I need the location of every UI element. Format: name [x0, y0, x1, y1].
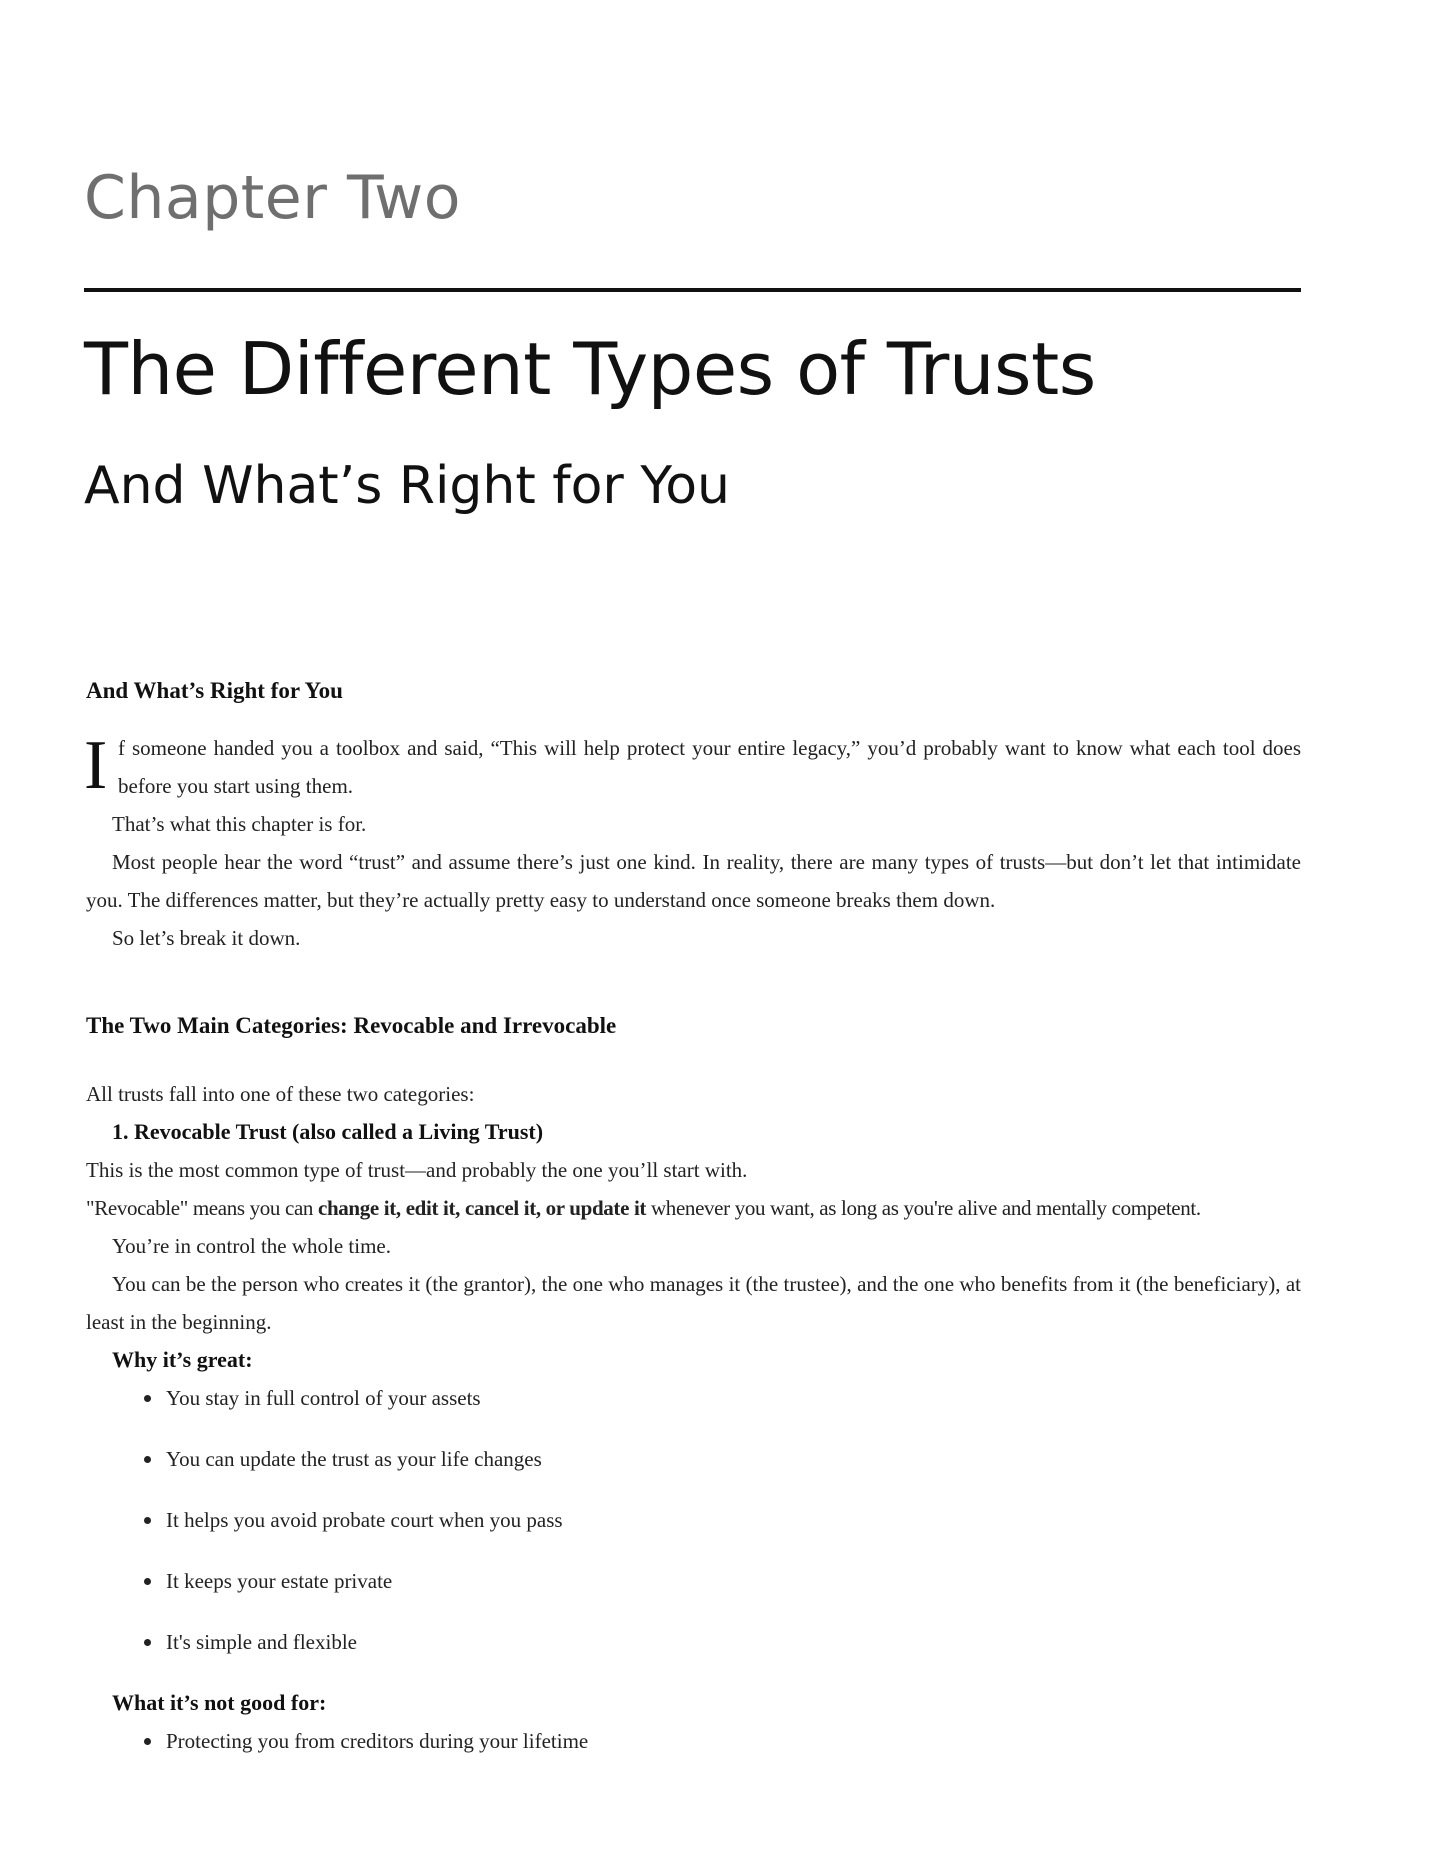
intro-paragraph-dropcap: [86, 729, 1301, 805]
list-item: [142, 1379, 1301, 1417]
not-good-list: [86, 1722, 1301, 1760]
bullet-icon: [144, 1517, 151, 1524]
list-item: [142, 1501, 1301, 1539]
intro-paragraph-1: f someone handed you a toolbox and said, “This will help protect your entire legacy,” you’d probably want to know what each tool does before you start using them.: [118, 736, 1301, 798]
list-item-text: You stay in full control of your assets: [166, 1386, 481, 1410]
why-great-heading: Why it’s great:: [112, 1347, 253, 1372]
list-item-text: Protecting you from creditors during your lifetime: [166, 1729, 589, 1753]
revocable-p2-text-start: "Revocable" means you can: [86, 1196, 318, 1220]
intro-paragraph-2: That’s what this chapter is for.: [112, 812, 367, 836]
list-item-text: It keeps your estate private: [166, 1569, 393, 1593]
revocable-paragraph-3: You’re in control the whole time.: [112, 1234, 391, 1258]
revocable-paragraph-1: This is the most common type of trust—and probably the one you’ll start with.: [86, 1158, 748, 1182]
why-great-list: [86, 1379, 1301, 1661]
bullet-icon: [144, 1395, 151, 1402]
list-item: [142, 1623, 1301, 1661]
list-item-text: You can update the trust as your life changes: [166, 1447, 542, 1471]
intro-paragraph-4: So let’s break it down.: [112, 926, 301, 950]
categories-heading: The Two Main Categories: Revocable and Irrevocable: [86, 1013, 617, 1038]
revocable-paragraph-4: You can be the person who creates it (the grantor), the one who manages it (the trustee), and the one who benefits from it (the beneficiary), at least in the beginning.: [86, 1272, 1301, 1334]
bullet-icon: [144, 1738, 151, 1745]
revocable-trust-heading: 1. Revocable Trust (also called a Living Trust): [112, 1119, 544, 1144]
bullet-icon: [144, 1456, 151, 1463]
categories-lead: All trusts fall into one of these two categories:: [86, 1082, 475, 1106]
chapter-subtitle: And What’s Right for You: [84, 456, 730, 516]
list-item: [142, 1722, 1301, 1760]
bullet-icon: [144, 1639, 151, 1646]
bullet-icon: [144, 1578, 151, 1585]
chapter-label: Chapter Two: [84, 163, 461, 233]
chapter-title: The Different Types of Trusts: [84, 327, 1096, 411]
not-good-heading: What it’s not good for:: [112, 1690, 327, 1715]
intro-heading: And What’s Right for You: [86, 678, 343, 703]
revocable-p2-bold: change it, edit it, cancel it, or update it: [317, 1196, 647, 1220]
intro-paragraph-3: Most people hear the word “trust” and assume there’s just one kind. In reality, there are many types of trusts—but don’t let that intimidate you. The differences matter, but they’re actually pretty easy to understand once someone breaks them down.: [86, 850, 1301, 912]
list-item: [142, 1562, 1301, 1600]
list-item-text: It's simple and flexible: [166, 1630, 357, 1654]
list-item: [142, 1440, 1301, 1478]
revocable-paragraph-2: [86, 1189, 1301, 1227]
chapter-divider: [84, 288, 1301, 292]
revocable-p2-text-end: whenever you want, as long as you're alive and mentally competent.: [646, 1196, 1201, 1220]
list-item-text: It helps you avoid probate court when you pass: [166, 1508, 563, 1532]
drop-cap-letter: I: [84, 727, 108, 804]
chapter-body: [86, 672, 1301, 1760]
